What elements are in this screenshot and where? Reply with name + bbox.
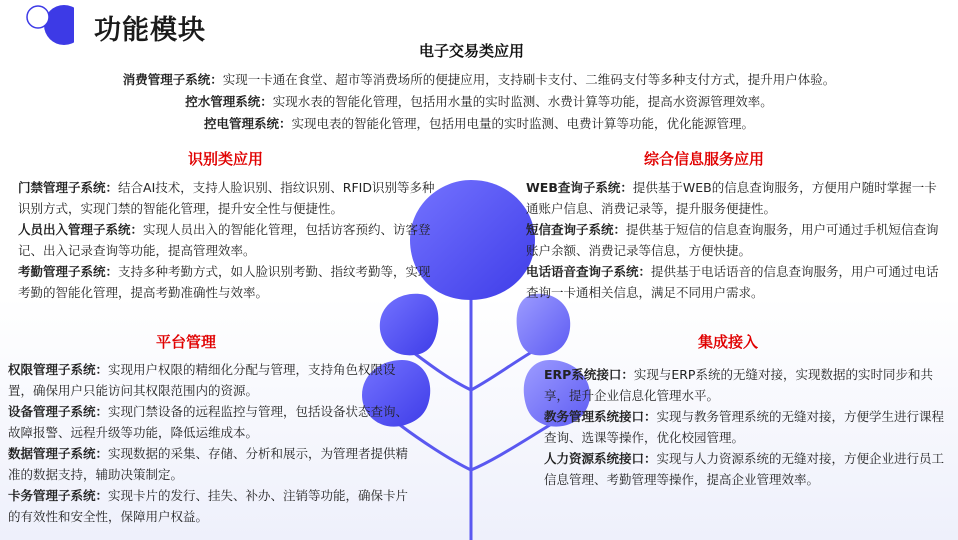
ecommerce-item-name: 消费管理子系统： <box>122 72 223 87</box>
platform-item <box>8 359 418 401</box>
ecommerce-item <box>0 69 958 91</box>
platform-item-name: 设备管理子系统： <box>8 404 109 419</box>
platform-title: 平台管理 <box>156 333 217 351</box>
page-title: 功能模块 <box>94 15 206 46</box>
integration-item-name: ERP系统接口： <box>544 367 634 382</box>
integration-item-desc: 实现与教务管理系统的无缝对接，方便学生进行课程查询、选课等操作，优化校园管理。 <box>544 409 945 445</box>
info-item <box>526 261 942 303</box>
identify-item-name: 考勤管理子系统： <box>18 264 119 279</box>
platform-item <box>8 485 418 527</box>
info-item-name: 电话语音查询子系统： <box>526 264 652 279</box>
ecommerce-item-desc: 实现电表的智能化管理，包括用电量的实时监测、电费计算等功能，优化能源管理。 <box>291 116 755 131</box>
info-title: 综合信息服务应用 <box>644 150 765 168</box>
info-item-name: WEB查询子系统： <box>526 180 633 195</box>
integration-item-name: 人力资源系统接口： <box>544 451 657 466</box>
branch <box>471 425 550 470</box>
integration-item <box>544 406 949 448</box>
logo-circle-large <box>44 5 74 45</box>
ecommerce-item-name: 控电管理系统： <box>203 116 292 131</box>
platform-item <box>8 401 418 443</box>
ecommerce-title: 电子交易类应用 <box>419 42 525 60</box>
identify-item-desc: 实现人员出入的智能化管理，包括访客预约、访客登记、出入记录查询等功能，提高管理效率。 <box>18 222 431 258</box>
integration-item <box>544 364 949 406</box>
integration-item-name: 教务管理系统接口： <box>544 409 657 424</box>
identify-item <box>18 219 443 261</box>
logo-circle-small <box>27 6 49 28</box>
identify-item-desc: 支持多种考勤方式，如人脸识别考勤、指纹考勤等，实现考勤的智能化管理，提高考勤准确性与效率。 <box>18 264 431 300</box>
platform-list <box>8 359 418 527</box>
platform-item-desc: 实现用户权限的精细化分配与管理，支持角色权限设置，确保用户只能访问其权限范围内的资源。 <box>8 362 396 398</box>
info-list <box>526 177 942 303</box>
identify-list <box>18 177 443 303</box>
integration-item-desc: 实现与ERP系统的无缝对接，实现数据的实时同步和共享，提升企业信息化管理水平。 <box>544 367 933 403</box>
integration-item <box>544 448 949 490</box>
platform-item-desc: 实现卡片的发行、挂失、补办、注销等功能，确保卡片的有效性和安全性，保障用户权益。 <box>8 488 409 524</box>
identify-item-desc: 结合AI技术，支持人脸识别、指纹识别、RFID识别等多种识别方式，实现门禁的智能化管理，提升安全性与便捷性。 <box>18 180 435 216</box>
info-item-name: 短信查询子系统： <box>526 222 627 237</box>
info-item <box>526 219 942 261</box>
platform-item-desc: 实现数据的采集、存储、分析和展示，为管理者提供精准的数据支持，辅助决策制定。 <box>8 446 409 482</box>
ecommerce-item <box>0 113 958 135</box>
platform-item-name: 数据管理子系统： <box>8 446 109 461</box>
platform-item-name: 卡务管理子系统： <box>8 488 109 503</box>
platform-item <box>8 443 418 485</box>
ecommerce-item-desc: 实现一卡通在食堂、超市等消费场所的便捷应用，支持刷卡支付、二维码支付等多种支付方式，提升用户体验。 <box>222 72 836 87</box>
integration-item-desc: 实现与人力资源系统的无缝对接，方便企业进行员工信息管理、考勤管理等操作，提高企业管理效率。 <box>544 451 945 487</box>
platform-item-name: 权限管理子系统： <box>8 362 109 377</box>
ecommerce-item <box>0 91 958 113</box>
integration-title: 集成接入 <box>698 333 759 351</box>
info-item <box>526 177 942 219</box>
identify-item <box>18 261 443 303</box>
identify-item-name: 门禁管理子系统： <box>18 180 119 195</box>
platform-item-desc: 实现门禁设备的远程监控与管理，包括设备状态查询、故障报警、远程升级等功能，降低运维成本。 <box>8 404 409 440</box>
ecommerce-item-name: 控水管理系统： <box>185 94 273 109</box>
ecommerce-item-desc: 实现水表的智能化管理，包括用水量的实时监测、水费计算等功能，提高水资源管理效率。 <box>272 94 773 109</box>
identify-title: 识别类应用 <box>188 150 264 168</box>
leaf-upper-left <box>380 294 439 356</box>
info-item-desc: 提供基于WEB的信息查询服务，方便用户随时掌握一卡通账户信息、消费记录等，提升服务便捷性。 <box>526 180 937 216</box>
title-logo-icon <box>14 3 74 47</box>
info-item-desc: 提供基于电话语音的信息查询服务，用户可通过电话查询一卡通相关信息，满足不同用户需求。 <box>526 264 939 300</box>
integration-list <box>544 364 949 490</box>
identify-item-name: 人员出入管理子系统： <box>18 222 144 237</box>
identify-item <box>18 177 443 219</box>
info-item-desc: 提供基于短信的信息查询服务，用户可通过手机短信查询账户余额、消费记录等信息，方便快捷。 <box>526 222 939 258</box>
